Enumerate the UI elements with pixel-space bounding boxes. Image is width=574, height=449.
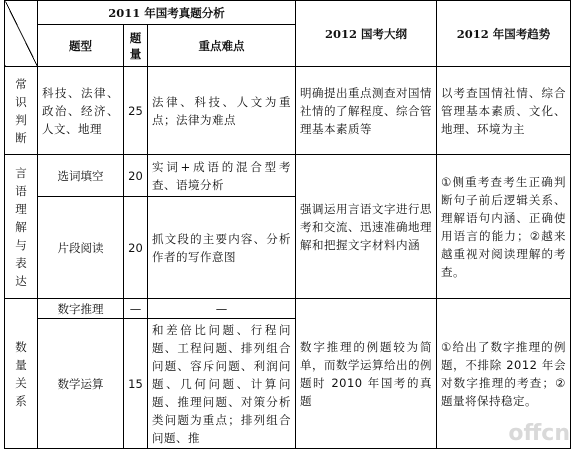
math-calc-count: 15 bbox=[124, 319, 148, 449]
reading-count: 20 bbox=[124, 197, 148, 299]
fill-blank-count: 20 bbox=[124, 155, 148, 197]
trend-2012-header: 2012 年国考趋势 bbox=[437, 1, 571, 67]
offcn-watermark: offcn bbox=[508, 421, 570, 446]
fill-blank-focus: 实词+成语的混合型考查、语境分析 bbox=[148, 155, 296, 197]
math-calc-type: 数学运算 bbox=[38, 319, 124, 449]
common-sense-type: 科技、法律、政治、经济、人文、地理 bbox=[38, 67, 124, 155]
common-sense-focus: 法律、科技、人文为重点；法律为难点 bbox=[148, 67, 296, 155]
common-sense-trend: 以考查国情社情、综合管理基本素质、文化、地理、环境为主 bbox=[437, 67, 571, 155]
analysis-2011-header: 2011 年国考真题分析 bbox=[38, 1, 296, 25]
fill-blank-type: 选词填空 bbox=[38, 155, 124, 197]
number-sequence-count: — bbox=[124, 299, 148, 319]
number-sequence-focus: — bbox=[148, 299, 296, 319]
count-column-header: 题 量 bbox=[124, 25, 148, 67]
category-language: 言 语 理 解 与 表 达 bbox=[5, 155, 38, 299]
outline-2012-header: 2012 国考大纲 bbox=[296, 1, 437, 67]
corner-diagonal-cell bbox=[5, 1, 38, 67]
common-sense-count: 25 bbox=[124, 67, 148, 155]
language-trend: ①侧重考查考生正确判断句子前后逻辑关系、理解语句内涵、正确使用语言的能力；②越来越重视对阅读理解的考查。 bbox=[437, 155, 571, 299]
language-outline: 强调运用言语文字进行思考和交流、迅速准确地理解和把握文字材料内涵 bbox=[296, 155, 437, 299]
type-column-header: 题型 bbox=[38, 25, 124, 67]
reading-type: 片段阅读 bbox=[38, 197, 124, 299]
number-sequence-type: 数字推理 bbox=[38, 299, 124, 319]
category-quantity: 数 量 关 系 bbox=[5, 299, 38, 449]
quantity-outline: 数字推理的例题较为简单，而数学运算给出的例题时 2010 年国考的真题 bbox=[296, 299, 437, 449]
quantity-trend: ①给出了数字推理的例题，不排除 2012 年会对数字推理的考查；②题量将保持稳定。 bbox=[437, 299, 571, 449]
category-common-sense: 常 识 判 断 bbox=[5, 67, 38, 155]
common-sense-outline: 明确提出重点测查对国情社情的了解程度、综合管理基本素质等 bbox=[296, 67, 437, 155]
focus-column-header: 重点难点 bbox=[148, 25, 296, 67]
exam-analysis-table bbox=[4, 0, 571, 449]
math-calc-focus: 和差倍比问题、行程问题、工程问题、排列组合问题、容斥问题、利润问题、几何问题、计算问题、推理问题、对策分析类问题为重点；排列组合问题、推 bbox=[148, 319, 296, 449]
reading-focus: 抓文段的主要内容、分析作者的写作意图 bbox=[148, 197, 296, 299]
